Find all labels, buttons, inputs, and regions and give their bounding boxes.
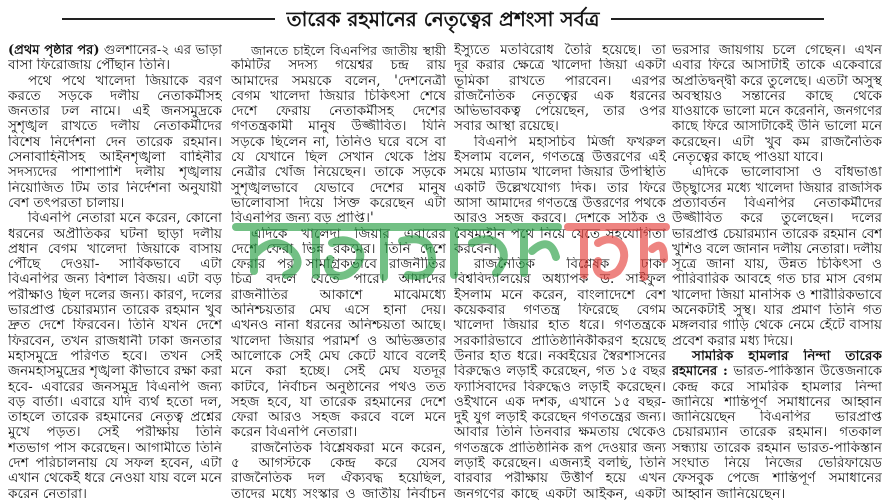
text-line: ধরনের অপ্রীতিকর ঘটনা ছাড়া দলীয় — [8, 226, 222, 242]
text-line: উনার হাত ধরে। নব্বইয়ের স্বৈরশাসনের — [454, 348, 666, 364]
text-line: শতভাগ পাস করেছেন। আগামীতে তিনি — [8, 440, 222, 456]
text-line: নিয়োজিত টিম তার নির্দেশনা অনুযায়ী — [8, 180, 222, 196]
text-line: দেশে ফেরায় নেতাকর্মীসহ দেশের — [231, 104, 446, 120]
text-line: কয়েকবার গণতন্ত্র ফিরেছে বেগম — [454, 303, 666, 319]
subhead-line: সামরিক হামলার নিন্দা তারেক — [692, 348, 882, 364]
text-line: সরকারিভাবে প্রাতিষ্ঠানিকীকরণ হয়েছে — [454, 333, 666, 349]
text-line: খালেদা জিয়া মানসিক ও শারীরিকভাবে — [672, 287, 882, 303]
text-line: ভরসার জায়গায় চলে গেছেন। এখন — [672, 43, 882, 58]
text-line: বিএনপির জন্য বিশাল বিজয়। এটা বড় — [8, 272, 222, 288]
text-line: পৌঁছে দেওয়া- সার্বিকভাবে এটা — [8, 257, 222, 273]
text-line: দেশে ফেরা ভিন্ন রকমের। তিনি দেশে — [231, 241, 446, 257]
text-line: পরীক্ষাও ছিল দলের জন্য। কারণ, দলের — [8, 287, 222, 303]
text-line: অপ্রতিদ্বন্দ্বী করে তুলেছে। এতটা অসুস্থ — [672, 73, 882, 89]
text-line: এখনও নানা ধরনের অনিশ্চয়তা আছে। — [231, 318, 446, 334]
text-line: ইসলাম মনে করেন, বাংলাদেশে বেশ — [454, 287, 666, 303]
text-line: সেনাবাহিনীসহ আইনশৃঙ্খলা বাহিনীর — [8, 150, 222, 166]
text-line: এখান থেকেই ধরে নেওয়া যায় বলে মনে — [8, 471, 222, 487]
text-line: উচ্ছ্বাসের মধ্যে খালেদা জিয়ার রাজসিক — [672, 180, 882, 196]
text-line — [672, 364, 882, 379]
paragraph — [454, 135, 666, 257]
text-line: গণতন্ত্রকামী মানুষ উজ্জীবিত। যিনি — [231, 119, 446, 135]
text-line: যে যেখানে ছিল সেখান থেকে প্রিয় — [231, 150, 446, 166]
text-line: ফ্যাসিবাদের বিরুদ্ধেও লড়াই করেছেন। — [454, 379, 666, 395]
text-line: লড়াই করেছেন। এজন্যই বলছি, তিনি — [454, 456, 666, 472]
text-line: বৈষম্যহীন পথে নিয়ে যেতে সহযোগিতা — [454, 226, 666, 242]
text-line: গণতন্ত্রকে প্রাতিষ্ঠানিক রূপ দেওয়ার জন্য — [454, 440, 666, 456]
text-line: দ্রুত দেশে ফিরবেন। তিনি যখন দেশে — [8, 318, 222, 334]
text-line: সহজ হবে, যা তারেক রহমানের দেশে — [231, 394, 446, 410]
text-line: অভিভাবকত্ব পেয়েছেন, তার ওপর — [454, 104, 666, 120]
text-line: এদিকে ভালোবাসা ও বাঁধভাঙা — [692, 165, 882, 181]
text-line: ফেরার পর সামগ্রিকভাবে রাজনীতির — [231, 257, 446, 273]
subhead-span: রহমানের : — [672, 364, 728, 380]
text-line: মনে করা হচ্ছে। সেই মেঘ যতদূর — [231, 364, 446, 380]
article-column-4 — [672, 43, 882, 503]
text-line: করবেন। — [454, 241, 497, 257]
paragraph — [8, 74, 222, 212]
text-line: মহাসমুদ্রে পরিণত হবে। তখন সেই — [8, 348, 222, 364]
text-line: সুশৃঙ্খলভাবে যেভাবে দেশের মানুষ — [231, 180, 446, 196]
text-line: যাওয়াকে ভালো মনে করেননি, জনগণের — [672, 104, 882, 120]
text-line: সূত্রে জানা যায়, উন্নত চিকিৎসা ও — [672, 257, 882, 273]
text-line: আবার তিনি তিনবার ক্ষমতায় থেকেও — [454, 425, 666, 441]
text-line: বিশেষ নির্দেশনা দেন তারেক রহমান। — [8, 134, 222, 150]
text-line: বেগম খালেদা জিয়ার চিকিৎসা শেষে — [231, 88, 446, 104]
text-line: তাদের মধ্যে সংস্কার ও জাতীয় নির্বাচন — [231, 486, 446, 502]
text-line: কেন্দ্র করে সামরিক হামলার নিন্দা — [672, 379, 882, 395]
paragraph — [231, 227, 446, 441]
text-line: ফেরা আরও সহজ করবে বলে মনে — [231, 410, 446, 426]
text-line: প্রত্যাবর্তন বিএনপির নেতাকর্মীদের — [672, 195, 882, 211]
article-column-2 — [231, 43, 446, 503]
text-line: তাহলে তারেক রহমানের নেতৃত্ব প্রশ্নের — [8, 410, 222, 426]
text-line: করেছেন। এটা খুব কম রাজনৈতিক — [672, 134, 882, 150]
text-line: প্রবেশ করার মধ্য দিয়ে। — [672, 333, 794, 349]
text-line: আহ্বান জানিয়েছেন। — [672, 486, 786, 502]
text-line: উজ্জীবিত করে তুলেছেন। দলের — [672, 211, 882, 227]
text-line: ভারপ্রাপ্ত চেয়ারম্যান তারেক রহমান খুব — [8, 303, 222, 319]
text-line: খালেদা জিয়ার পরামর্শ ও অভিজ্ঞতার — [231, 333, 446, 349]
headline-bar — [62, 5, 824, 33]
text-line: সময়ে ম্যাডাম খালেদা জিয়ার উপস্থিতি — [454, 165, 666, 181]
paragraph — [8, 43, 222, 74]
text-line: আমাদের সময়কে বলেন, 'দেশনেত্রী — [231, 73, 446, 89]
paragraph — [454, 43, 666, 135]
text-line: আলোকে সেই মেঘ কেটে যাবে বলেই — [231, 348, 446, 364]
text-line: ফিরবেন, তখন রাজধানী ঢাকা জনতার — [8, 333, 222, 349]
paragraph — [454, 257, 666, 502]
text-line: রাজনীতির আকাশে মাঝেমধ্যে — [231, 287, 446, 303]
text-line: বড় বার্তা। এবারে যদি ব্যর্থ হতো দল, — [8, 394, 222, 410]
text-line: রাজনৈতিক দল ঐক্যবদ্ধ হয়েছিল, — [231, 471, 446, 487]
text-line: এদিকে খালেদা জিয়ার এবারের — [251, 226, 446, 242]
text-line: জনগণের কাছে একটা আইকন, একটা — [454, 486, 666, 502]
text-line: বিএনপি মহাসচিব মির্জা ফখরুল — [474, 134, 666, 150]
text-line: ইস্যুতে মতবিরোধ তৈরি হয়েছে। তা — [454, 43, 666, 58]
paragraph — [231, 441, 446, 502]
text-line: জানিয়ে শান্তিপূর্ণ সমাধানের আহ্বান — [672, 394, 882, 410]
text-line: ৫ আগস্টকে কেন্দ্র করে যেসব — [231, 456, 446, 472]
headline-rule-right — [611, 18, 824, 20]
text-line: নেত্রীর খোঁজ নিয়েছেন। তাকে সড়কে — [231, 165, 446, 181]
text-line: কাছে ফিরে আসাটাকেই উনি ভালো মনে — [672, 119, 882, 135]
text-line: সবার আস্থা রয়েছে। — [454, 119, 559, 135]
text-line: করতে সড়কে দলীয় নেতাকর্মীসহ — [8, 88, 222, 104]
text-line: বিএনপির জন্য বড় প্রাপ্তি।' — [231, 211, 374, 227]
text-line: বাসা ফিরোজায় পৌঁছান তিনি। — [8, 58, 171, 74]
paragraph — [231, 43, 446, 227]
continued-from-label: (প্রথম পৃষ্ঠার পর) — [8, 43, 100, 58]
text-line: আরও সহজ করবে। দেশকে সঠিক ও — [454, 211, 666, 227]
text-line: নেতৃত্বের কাছে পাওয়া যাবে। — [672, 150, 824, 166]
article-column-1 — [8, 43, 222, 503]
text-line: ওইখানে এক দশক, এখানে ১৫ বছর- — [454, 394, 666, 410]
text-line: বিশ্ববিদ্যালয়ের অধ্যাপক ড. সাইফুল — [454, 272, 666, 288]
text-line: একটি উল্লেখযোগ্য দিক। তার ফিরে — [454, 180, 666, 196]
text-line: করেন বিএনপি নেতারা। — [231, 425, 358, 441]
text-line: আসা আমাদের গণতন্ত্রে উত্তরণের পথকে — [454, 195, 666, 211]
text-line: জানতে চাইলে বিএনপির জাতীয় স্থায়ী — [251, 43, 446, 58]
text-line: দূর করার ক্ষেত্রে খালেদা জিয়া একটা — [454, 58, 666, 74]
text-line: জনতার ঢল নামে। এই জনসমুদ্রকে — [8, 104, 222, 120]
text-line: ভালোবাসা দিয়ে সিক্ত করেছেন এটা — [231, 195, 446, 211]
text-line: সড়কে ছিলেন না, তিনিও ঘরে বসে বা — [231, 134, 446, 150]
paragraph — [672, 43, 882, 165]
text-line: রাজনৈতিক নেতৃত্বের এক ধরনের — [454, 88, 666, 104]
text-span: ভারত-পাকিস্তান উত্তেজনাকে — [733, 364, 882, 380]
text-line: প্রধান বেগম খালেদা জিয়াকে বাসায় — [8, 241, 222, 257]
text-line: অবস্থায়ও সন্তানের কাছে থেকে — [672, 88, 882, 104]
text-line: বারবার পরীক্ষায় উত্তীর্ণ হয়ে এখন — [454, 471, 666, 487]
text-line: খালেদা জিয়ার হাত ধরে। গণতন্ত্রকে — [454, 318, 666, 334]
text-line — [8, 43, 222, 58]
text-line: বেশ তৎপরতা চালায়। — [8, 195, 125, 211]
text-line: দুই যুগ লড়াই করেছেন গণতন্ত্রের জন্য। — [454, 410, 666, 426]
text-line: দেশ পরিচালনায় যে সফল হবেন, এটা — [8, 456, 222, 472]
text-span: গুলশানের-২ এর ভাড়া — [103, 43, 222, 58]
text-line: মঙ্গলবার গাড়ি থেকে নেমে হেঁটে বাসায় — [672, 318, 882, 334]
text-line: জানিয়েছেন বিএনপির ভারপ্রাপ্ত — [672, 410, 882, 426]
headline: তারেক রহমানের নেতৃত্বের প্রশংসা সর্বত্র — [286, 7, 600, 31]
text-line: অনিশ্চয়তার মেঘ এসে হানা দেয়। — [231, 303, 446, 319]
text-line: ইসলাম বলেন, গণতন্ত্রে উত্তরণের এই — [454, 150, 666, 166]
text-line: পথে পথে খালেদা জিয়াকে বরণ — [28, 73, 222, 89]
text-line: সদস্যদের পাশাপাশি দলীয় শৃঙ্খলায় — [8, 165, 222, 181]
text-line: জনমহাসমুদ্রের শৃঙ্খলা কীভাবে রক্ষা করা — [8, 364, 222, 380]
text-line: কাটবে, নির্বাচন অনুষ্ঠানের পথও তত — [231, 379, 446, 395]
text-line: হবে- এবারের জনসমুদ্র বিএনপি জন্য — [8, 379, 222, 395]
text-line: পারিবারিক আবহে গত চার মাস বেগম — [672, 272, 882, 288]
text-line: ভূমিকা রাখতে পারবেন। এরপর — [454, 73, 666, 89]
text-line: খুশিও বলে জানান দলীয় নেতারা। দলীয় — [672, 241, 882, 257]
text-line: বিরুদ্ধেও লড়াই করেছেন, গত ১৫ বছর — [454, 364, 666, 380]
text-line: সুশৃঙ্খল রাখতে দলীয় নেতাকর্মীদের — [8, 119, 222, 135]
text-line: ফেসবুক পেজে শান্তিপূর্ণ সমাধানের — [672, 471, 882, 487]
text-line: বিএনপি নেতারা মনে করেন, কোনো — [28, 211, 222, 227]
paragraph — [672, 349, 882, 502]
text-line: সংঘাত নিয়ে নিজের ভেরিফায়েড — [672, 456, 882, 472]
text-line: ভারপ্রাপ্ত চেয়ারম্যান তারেক রহমান বেশ — [672, 226, 882, 242]
text-line: করেন নেতারা। — [8, 486, 87, 502]
headline-rule-left — [62, 18, 275, 20]
text-line: রাজনৈতিক বিশ্লেষকরা মনে করেন, — [251, 440, 446, 456]
text-line: কমিটির সদস্য গয়েশ্বর চন্দ্র রায় — [231, 58, 446, 74]
text-line: রাজনৈতিক বিশ্লেষক ঢাকা — [474, 257, 666, 273]
text-line: এবার ফিরে আসাটাই তাকে একেবারে — [672, 58, 882, 74]
paragraph — [672, 165, 882, 349]
text-line: অনেকটাই সুস্থ। যার প্রমাণ তিনি গত — [672, 303, 882, 319]
text-line: চিত্র বদলে যেতে পারে। আমাদের — [231, 272, 446, 288]
article-column-3 — [454, 43, 666, 503]
text-line: সন্ধ্যায় তারেক রহমান ভারত-পাকিস্তান — [672, 440, 882, 456]
text-line: চেয়ারম্যান তারেক রহমান। গতকাল — [672, 425, 882, 441]
paragraph — [8, 211, 222, 502]
text-line: মুখে পড়ত। সেই পরীক্ষায় তিনি — [8, 425, 222, 441]
